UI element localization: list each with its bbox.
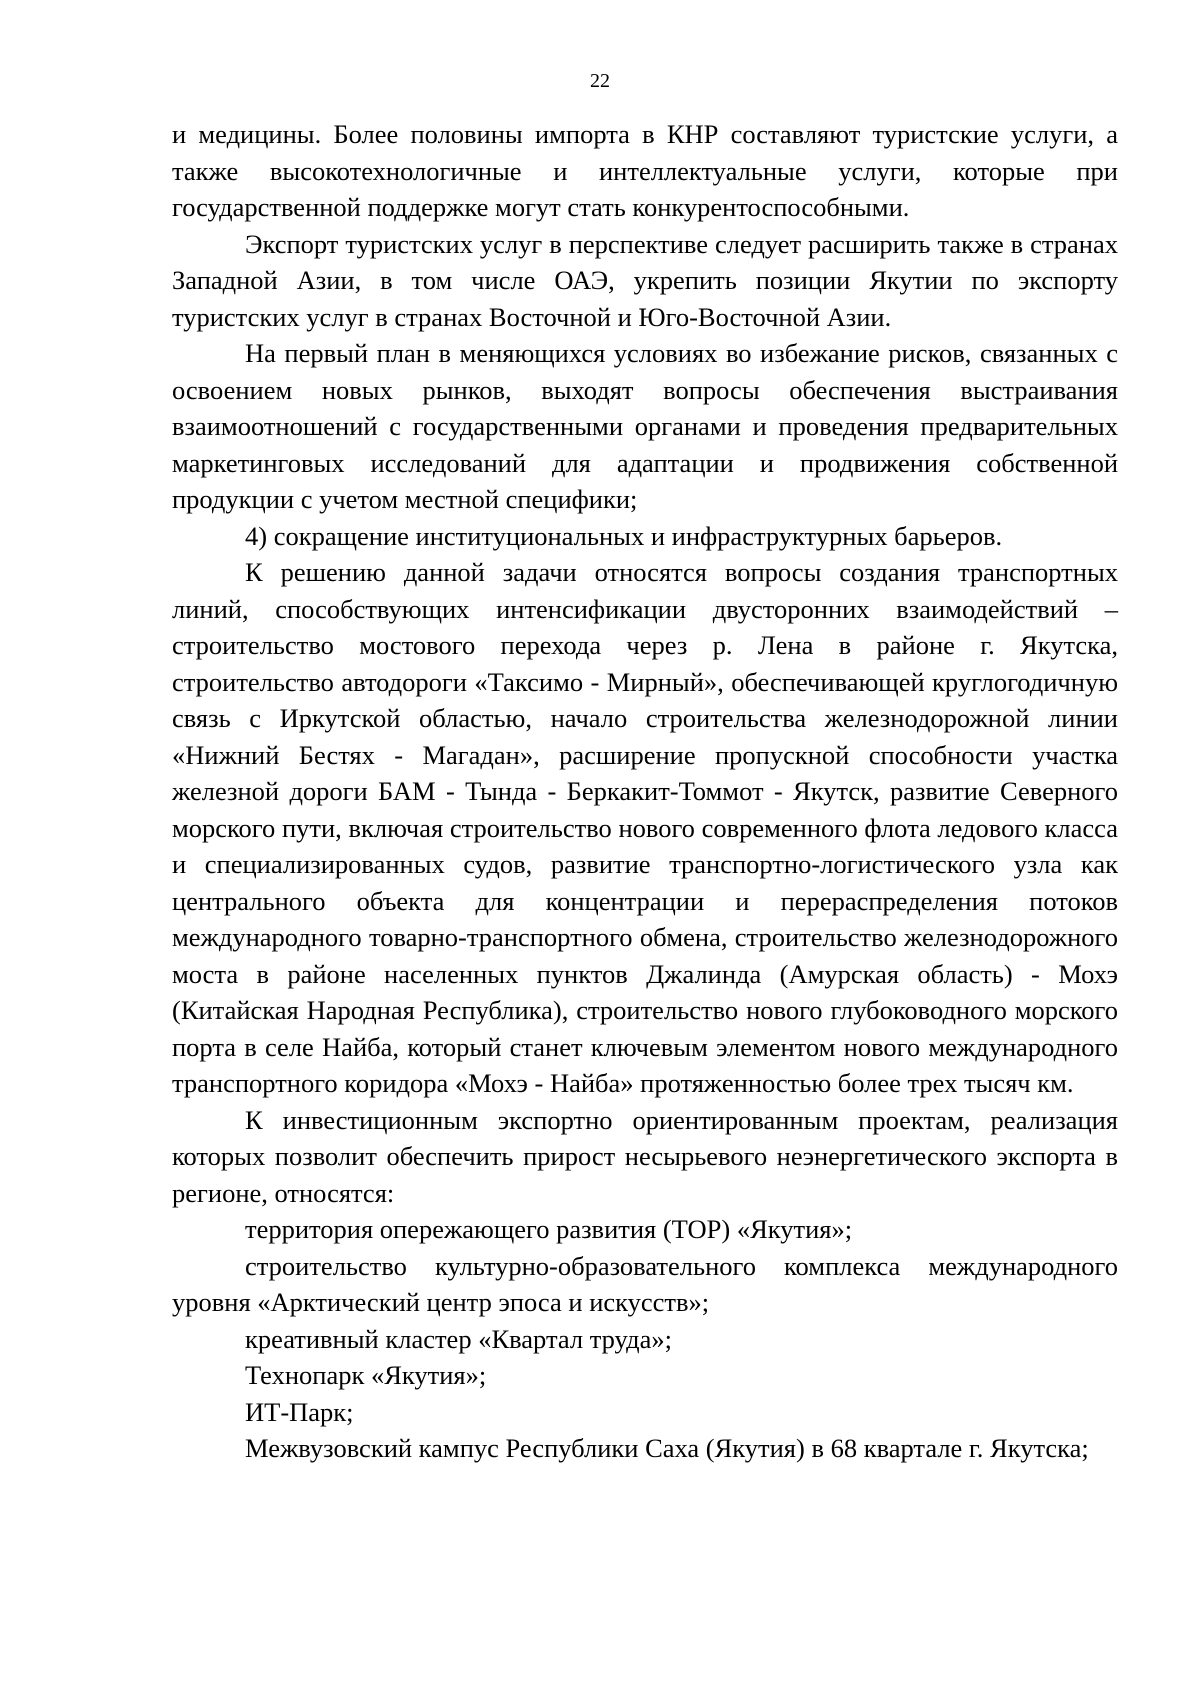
- paragraph-market-risks: На первый план в меняющихся условиях во избежание рисков, связанных с освоением новых рынков, выходят вопросы обеспечения выстраивания взаимоотношений с государственными органами и проведения предварительных маркетинговых исследований для адаптации и продвижения собственной продукции с учетом местной специфики;: [172, 338, 1118, 514]
- page-number: 22: [590, 70, 610, 92]
- paragraph-barriers-item: 4) сокращение институциональных и инфраструктурных барьеров.: [245, 520, 1003, 551]
- document-body: [172, 116, 1118, 1467]
- list-item-tor-yakutia: территория опережающего развития (ТОР) «Якутия»;: [245, 1214, 853, 1244]
- list-item-technopark: Технопарк «Якутия»;: [245, 1360, 487, 1390]
- list-item-campus: Межвузовский кампус Республики Саха (Якутия) в 68 квартале г. Якутска;: [245, 1433, 1089, 1463]
- list-item-it-park: ИТ-Парк;: [245, 1396, 354, 1427]
- list-item-arctic-center: строительство культурно-образовательного комплекса международного уровня «Арктический центр эпоса и искусств»;: [172, 1250, 1118, 1317]
- paragraph-tourism-export: Экспорт туристских услуг в перспективе следует расширить также в странах Западной Азии, в том числе ОАЭ, укрепить позиции Якутии по экспорту туристских услуг в странах Восточной и Юго-Восточной Азии.: [172, 228, 1118, 332]
- paragraph-transport-projects: К решению данной задачи относятся вопросы создания транспортных линий, способствующих интенсификации двусторонних взаимодействий – строительство мостового перехода через р. Лена в районе г. Якутска, строительство автодороги «Таксимо - Мирный», обеспечивающей круглогодичную связь с Иркутской областью, начало строительства железнодорожной линии «Нижний Бестях - Магадан», расширение пропускной способности участка железной дороги БАМ - Тында - Беркакит-Томмот - Якутск, развитие Северного морского пути, включая строительство нового современного флота ледового класса и специализированных судов, развитие транспортно-логистического узла как центрального объекта для концентрации и перераспределения потоков международного товарно-транспортного обмена, строительство железнодорожного моста в районе населенных пунктов Джалинда (Амурская область) - Мохэ (Китайская Народная Республика), строительство нового глубоководного морского порта в селе Найба, который станет ключевым элементом нового международного транспортного коридора «Мохэ - Найба» протяженностью более трех тысяч км.: [172, 557, 1118, 1098]
- paragraph-investment-projects: К инвестиционным экспортно ориентированным проектам, реализация которых позволит обеспечить прирост несырьевого неэнергетического экспорта в регионе, относятся:: [172, 1104, 1118, 1208]
- paragraph-import-services: и медицины. Более половины импорта в КНР составляют туристские услуги, а также высокотехнологичные и интеллектуальные услуги, которые при государственной поддержке могут стать конкурентоспособными.: [172, 119, 1118, 222]
- list-item-creative-cluster: креативный кластер «Квартал труда»;: [245, 1323, 672, 1354]
